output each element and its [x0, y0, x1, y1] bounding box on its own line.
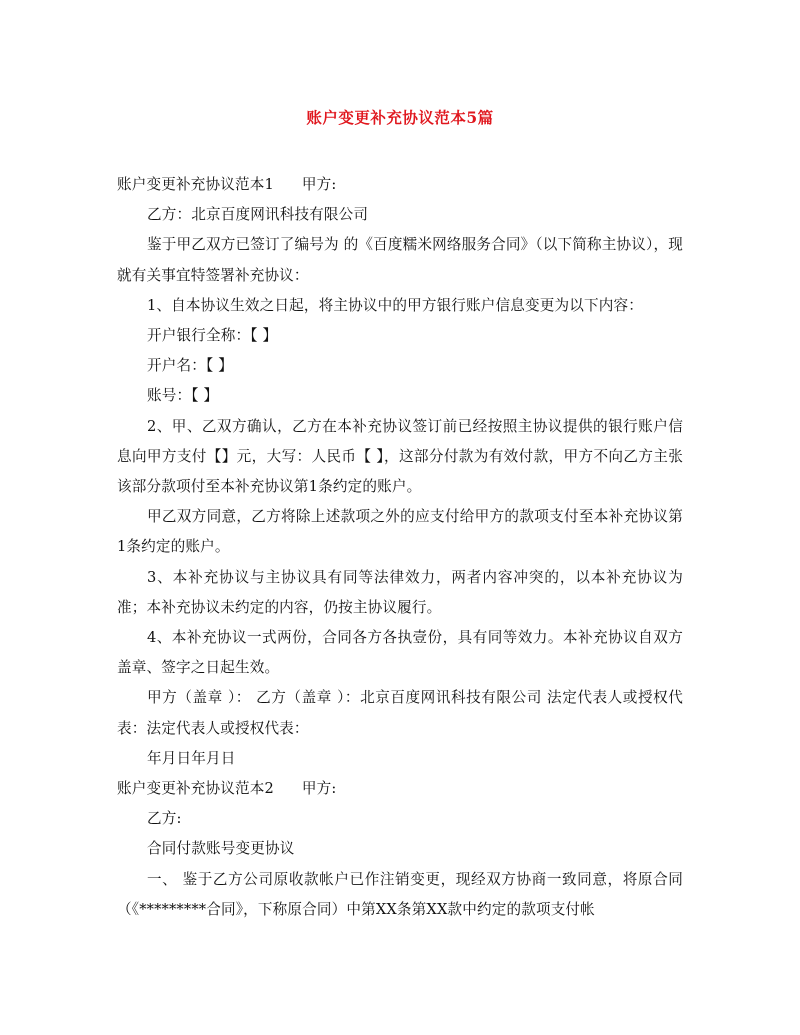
paragraph: 乙方：北京百度网讯科技有限公司: [147, 206, 369, 224]
sample-heading: [117, 774, 683, 804]
paragraph: 2、甲、乙双方确认，乙方在本补充协议签订前已经按照主协议提供的银行账户信息向甲方支付【】元，大写：人民币【 】，这部分付款为有效付款，甲方不向乙方主张该部分款项付至本补充协议第1条约定的账户。: [117, 417, 683, 496]
sample-heading: [117, 170, 683, 200]
paragraph: 鉴于甲乙双方已签订了编号为 的《百度糯米网络服务合同》（以下简称主协议），现就有关事宜特签署补充协议：: [117, 236, 683, 284]
document-body: [117, 170, 683, 925]
paragraph: 4、本补充协议一式两份，合同各方各执壹份，具有同等效力。本补充协议自双方盖章、签字之日起生效。: [117, 629, 683, 677]
document-title: 账户变更补充协议范本5篇: [306, 108, 494, 127]
party-a-label: 甲方:: [301, 176, 337, 193]
paragraph: 账号：【 】: [147, 387, 219, 405]
signature-paragraph: 甲方（盖章 ）： 乙方（盖章 ）：北京百度网讯科技有限公司 法定代表人或授权代表：法定代表人或授权代表：: [117, 689, 683, 737]
paragraph: 合同付款账号变更协议: [147, 840, 295, 858]
date-line: 年月日年月日: [147, 749, 236, 767]
paragraph: 开户银行全称：【 】: [147, 327, 278, 345]
paragraph: 3、本补充协议与主协议具有同等法律效力，两者内容冲突的，以本补充协议为准；本补充协议未约定的内容，仍按主协议履行。: [117, 568, 683, 616]
sample-heading-text: 账户变更补充协议范本2: [117, 780, 274, 798]
paragraph: 乙方:: [147, 810, 182, 828]
paragraph: 1、自本协议生效之日起，将主协议中的甲方银行账户信息变更为以下内容：: [147, 296, 643, 314]
paragraph: 一、 鉴于乙方公司原收款帐户已作注销变更，现经双方协商一致同意，将原合同（《*********合同》，下称原合同）中第XX条第XX款中约定的款项支付帐: [117, 870, 683, 918]
sample-heading-text: 账户变更补充协议范本1: [117, 176, 274, 193]
paragraph: 开户名：【 】: [147, 357, 233, 375]
paragraph: 甲乙双方同意，乙方将除上述款项之外的应支付给甲方的款项支付至本补充协议第1条约定的账户。: [117, 508, 683, 556]
party-a-label: 甲方:: [301, 780, 337, 798]
